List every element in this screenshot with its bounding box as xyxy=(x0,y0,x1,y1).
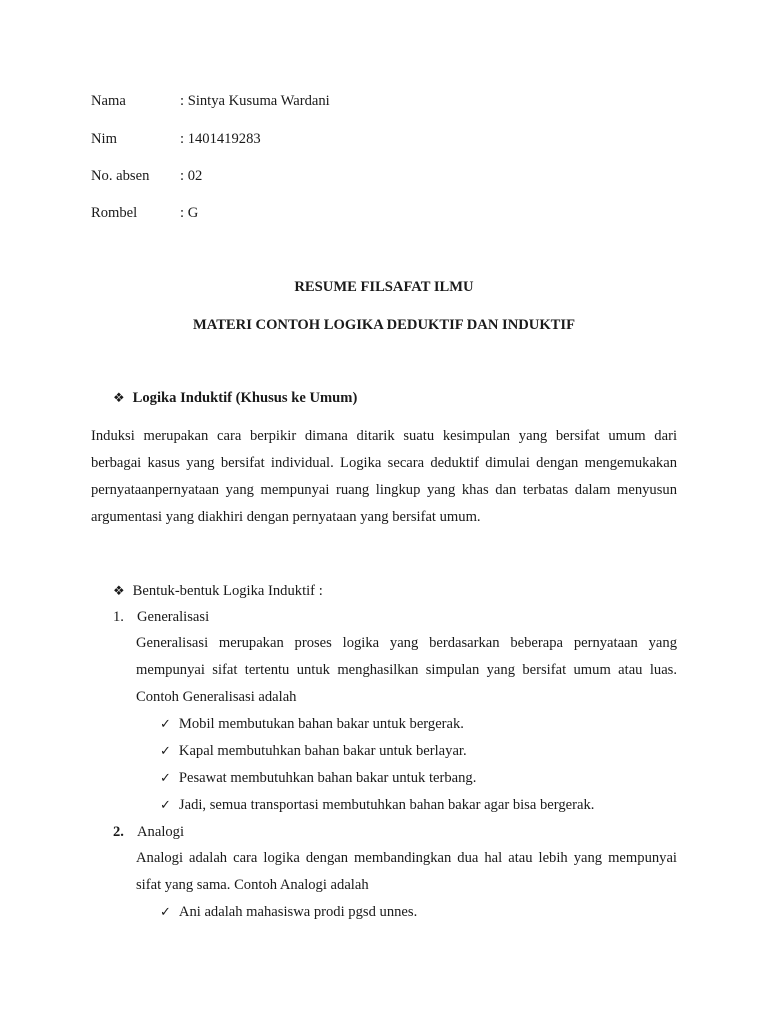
paragraph-line: Analogi adalah cara logika dengan membandingkan dua hal atau lebih yang mempunyai xyxy=(136,850,677,866)
example-item xyxy=(160,743,467,760)
diamond-bullet-icon: ❖ xyxy=(113,582,125,598)
nim-value: : 1401419283 xyxy=(180,131,261,147)
example-item xyxy=(160,716,464,733)
section-bentuk-logika-heading xyxy=(113,583,323,600)
example-item xyxy=(160,797,594,814)
induksi-paragraph xyxy=(91,423,677,531)
rombel-value: : G xyxy=(180,205,199,221)
check-mark-icon: ✓ xyxy=(160,716,171,731)
section-logika-induktif-heading xyxy=(113,390,357,407)
nim-label: Nim xyxy=(91,131,117,147)
document-title: RESUME FILSAFAT ILMU xyxy=(294,279,474,295)
check-mark-icon: ✓ xyxy=(160,904,171,919)
check-mark-icon: ✓ xyxy=(160,797,171,812)
paragraph-line: argumentasi yang diakhiri dengan pernyataan yang bersifat umum. xyxy=(91,509,481,525)
paragraph-line: Generalisasi merupakan proses logika yang berdasarkan beberapa pernyataan yang xyxy=(136,635,677,651)
example-text: Mobil membutukan bahan bakar untuk bergerak. xyxy=(178,716,464,732)
example-item xyxy=(160,904,417,921)
diamond-bullet-icon: ❖ xyxy=(113,389,125,405)
example-text: Kapal membutuhkan bahan bakar untuk berlayar. xyxy=(178,743,467,759)
example-text: Jadi, semua transportasi membutuhkan bahan bakar agar bisa bergerak. xyxy=(178,797,595,813)
list-number: 1. xyxy=(113,609,124,625)
paragraph-line: sifat yang sama. Contoh Analogi adalah xyxy=(136,877,369,893)
section-heading-text: Logika Induktif (Khusus ke Umum) xyxy=(132,390,358,406)
list-item-generalisasi xyxy=(113,609,209,626)
example-text: Ani adalah mahasiswa prodi pgsd unnes. xyxy=(178,904,418,920)
absen-value: : 02 xyxy=(180,168,203,184)
paragraph-line: Contoh Generalisasi adalah xyxy=(136,689,297,705)
absen-label: No. absen xyxy=(91,168,150,184)
check-mark-icon: ✓ xyxy=(160,743,171,758)
section-heading-text: Bentuk-bentuk Logika Induktif : xyxy=(132,583,323,599)
paragraph-line: Induksi merupakan cara berpikir dimana ditarik suatu kesimpulan yang bersifat umum dari xyxy=(91,428,677,444)
example-item xyxy=(160,770,476,787)
paragraph-line: berbagai kasus yang bersifat individual. Logika secara deduktif dimulai dengan mengemukakan xyxy=(91,455,677,471)
name-value: : Sintya Kusuma Wardani xyxy=(180,93,330,109)
document-subtitle: MATERI CONTOH LOGIKA DEDUKTIF DAN INDUKTIF xyxy=(192,317,576,333)
rombel-label: Rombel xyxy=(91,205,138,221)
example-text: Pesawat membutuhkan bahan bakar untuk terbang. xyxy=(178,770,477,786)
generalisasi-paragraph xyxy=(136,630,677,711)
list-item-title: Generalisasi xyxy=(137,609,210,625)
name-label: Nama xyxy=(91,93,126,109)
analogi-paragraph xyxy=(136,845,677,899)
paragraph-line: pernyataanpernyataan yang mempunyai ruang lingkup yang khas dan terbatas dalam menyusun xyxy=(91,482,677,498)
list-item-analogi xyxy=(113,824,184,841)
check-mark-icon: ✓ xyxy=(160,770,171,785)
list-item-title: Analogi xyxy=(137,824,185,840)
paragraph-line: mempunyai sifat tertentu untuk menghasilkan simpulan yang bersifat umum atau luas. xyxy=(136,662,677,678)
list-number: 2. xyxy=(113,824,124,840)
